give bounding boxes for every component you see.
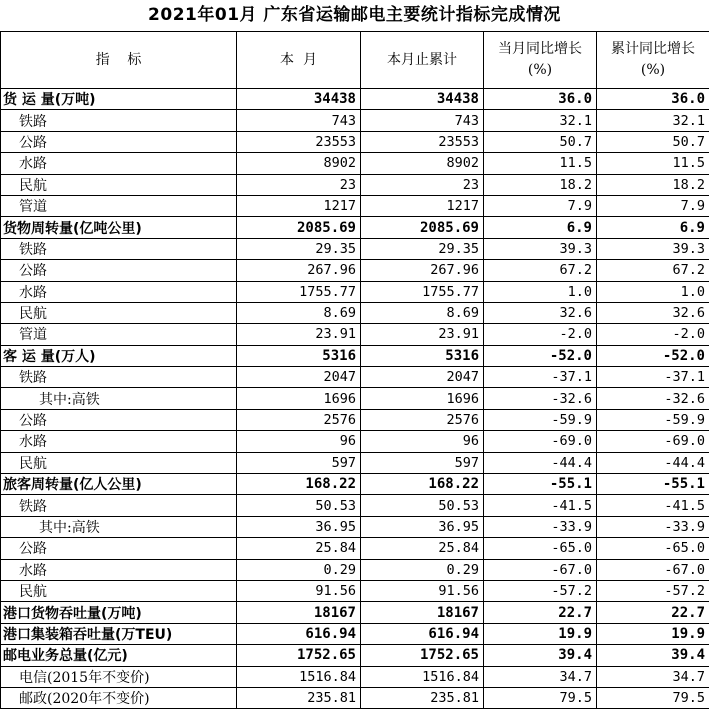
table-row (1, 153, 709, 174)
row-month-yoy: -67.0 (484, 559, 597, 580)
row-cumulative: 2576 (361, 409, 484, 430)
table-row (1, 538, 709, 559)
header-cumulative: 本月止累计 (361, 32, 484, 89)
row-this-month: 5316 (237, 345, 361, 366)
row-month-yoy: -33.9 (484, 516, 597, 537)
row-cumulative: 1752.65 (361, 645, 484, 666)
row-label: 管道 (1, 324, 237, 345)
row-cumulative: 5316 (361, 345, 484, 366)
table-row (1, 623, 709, 644)
row-month-yoy: 32.6 (484, 302, 597, 323)
header-month-yoy-label: 当月同比增长 (486, 39, 594, 60)
row-cum-yoy: -67.0 (597, 559, 709, 580)
table-row (1, 217, 709, 238)
row-label: 港口货物吞吐量(万吨) (1, 602, 237, 623)
row-this-month: 50.53 (237, 495, 361, 516)
row-month-yoy: 34.7 (484, 666, 597, 687)
header-cum-yoy-unit: (%) (599, 60, 707, 81)
page-title: 2021年01月 广东省运输邮电主要统计指标完成情况 (0, 0, 709, 31)
row-this-month: 168.22 (237, 474, 361, 495)
row-this-month: 25.84 (237, 538, 361, 559)
table-row (1, 559, 709, 580)
row-month-yoy: -32.6 (484, 388, 597, 409)
row-label: 货物周转量(亿吨公里) (1, 217, 237, 238)
table-row (1, 602, 709, 623)
row-cumulative: 8902 (361, 153, 484, 174)
row-this-month: 616.94 (237, 623, 361, 644)
row-month-yoy: 6.9 (484, 217, 597, 238)
row-this-month: 1755.77 (237, 281, 361, 302)
row-cum-yoy: -65.0 (597, 538, 709, 559)
row-cumulative: 36.95 (361, 516, 484, 537)
table-row (1, 666, 709, 687)
row-label: 水路 (1, 153, 237, 174)
row-cum-yoy: 50.7 (597, 131, 709, 152)
row-this-month: 1752.65 (237, 645, 361, 666)
row-cum-yoy: 39.4 (597, 645, 709, 666)
table-row (1, 687, 709, 708)
table-row (1, 409, 709, 430)
row-cumulative: 34438 (361, 89, 484, 110)
row-label: 电信(2015年不变价) (1, 666, 237, 687)
row-label: 港口集装箱吞吐量(万TEU) (1, 623, 237, 644)
row-month-yoy: 50.7 (484, 131, 597, 152)
row-cumulative: 18167 (361, 602, 484, 623)
row-month-yoy: 1.0 (484, 281, 597, 302)
row-cum-yoy: -41.5 (597, 495, 709, 516)
row-label: 水路 (1, 281, 237, 302)
row-cum-yoy: -2.0 (597, 324, 709, 345)
row-label: 民航 (1, 302, 237, 323)
statistics-table (0, 31, 709, 709)
row-this-month: 91.56 (237, 580, 361, 601)
row-month-yoy: -65.0 (484, 538, 597, 559)
row-month-yoy: -69.0 (484, 431, 597, 452)
row-cum-yoy: 6.9 (597, 217, 709, 238)
row-label: 水路 (1, 559, 237, 580)
row-label: 货 运 量(万吨) (1, 89, 237, 110)
row-cum-yoy: -37.1 (597, 367, 709, 388)
header-cum-yoy-label: 累计同比增长 (599, 39, 707, 60)
row-cum-yoy: -44.4 (597, 452, 709, 473)
table-row (1, 474, 709, 495)
row-cum-yoy: 1.0 (597, 281, 709, 302)
header-indicator: 指 标 (1, 32, 237, 89)
row-label: 水路 (1, 431, 237, 452)
row-cum-yoy: 18.2 (597, 174, 709, 195)
row-this-month: 2047 (237, 367, 361, 388)
row-this-month: 96 (237, 431, 361, 452)
table-row (1, 110, 709, 131)
table-row (1, 580, 709, 601)
row-cum-yoy: -33.9 (597, 516, 709, 537)
table-row (1, 431, 709, 452)
table-row (1, 388, 709, 409)
row-this-month: 0.29 (237, 559, 361, 580)
table-header-row (1, 32, 709, 89)
row-cumulative: 2047 (361, 367, 484, 388)
row-this-month: 1696 (237, 388, 361, 409)
row-this-month: 2085.69 (237, 217, 361, 238)
row-label: 民航 (1, 174, 237, 195)
table-row (1, 131, 709, 152)
row-cum-yoy: 34.7 (597, 666, 709, 687)
row-cum-yoy: 67.2 (597, 260, 709, 281)
row-cum-yoy: -57.2 (597, 580, 709, 601)
row-label: 邮电业务总量(亿元) (1, 645, 237, 666)
row-label: 民航 (1, 580, 237, 601)
header-cum-yoy (597, 32, 709, 89)
table-row (1, 89, 709, 110)
row-cum-yoy: 32.1 (597, 110, 709, 131)
row-cum-yoy: -69.0 (597, 431, 709, 452)
row-month-yoy: 32.1 (484, 110, 597, 131)
row-cumulative: 743 (361, 110, 484, 131)
row-month-yoy: 67.2 (484, 260, 597, 281)
table-row (1, 302, 709, 323)
row-cum-yoy: 7.9 (597, 195, 709, 216)
table-row (1, 238, 709, 259)
row-label: 其中:高铁 (1, 388, 237, 409)
row-cumulative: 616.94 (361, 623, 484, 644)
row-this-month: 36.95 (237, 516, 361, 537)
table-row (1, 367, 709, 388)
row-label: 旅客周转量(亿人公里) (1, 474, 237, 495)
row-month-yoy: -37.1 (484, 367, 597, 388)
row-this-month: 34438 (237, 89, 361, 110)
row-month-yoy: 22.7 (484, 602, 597, 623)
row-cum-yoy: 79.5 (597, 687, 709, 708)
row-cumulative: 91.56 (361, 580, 484, 601)
row-month-yoy: -59.9 (484, 409, 597, 430)
row-label: 铁路 (1, 367, 237, 388)
row-month-yoy: 39.3 (484, 238, 597, 259)
row-label: 民航 (1, 452, 237, 473)
row-this-month: 23553 (237, 131, 361, 152)
row-label: 公路 (1, 409, 237, 430)
row-month-yoy: 19.9 (484, 623, 597, 644)
header-month-yoy-unit: (%) (486, 60, 594, 81)
row-cumulative: 23 (361, 174, 484, 195)
row-cum-yoy: 19.9 (597, 623, 709, 644)
row-this-month: 267.96 (237, 260, 361, 281)
row-month-yoy: -44.4 (484, 452, 597, 473)
row-label: 管道 (1, 195, 237, 216)
table-row (1, 645, 709, 666)
row-cumulative: 168.22 (361, 474, 484, 495)
row-cum-yoy: 11.5 (597, 153, 709, 174)
row-cum-yoy: 36.0 (597, 89, 709, 110)
row-cum-yoy: 39.3 (597, 238, 709, 259)
row-label: 铁路 (1, 110, 237, 131)
row-cumulative: 25.84 (361, 538, 484, 559)
table-row (1, 195, 709, 216)
row-cumulative: 1217 (361, 195, 484, 216)
row-cum-yoy: -32.6 (597, 388, 709, 409)
row-month-yoy: 18.2 (484, 174, 597, 195)
row-label: 公路 (1, 260, 237, 281)
row-cum-yoy: -55.1 (597, 474, 709, 495)
row-cumulative: 1516.84 (361, 666, 484, 687)
table-row (1, 324, 709, 345)
row-cumulative: 2085.69 (361, 217, 484, 238)
row-month-yoy: 36.0 (484, 89, 597, 110)
row-this-month: 18167 (237, 602, 361, 623)
row-month-yoy: 11.5 (484, 153, 597, 174)
row-this-month: 2576 (237, 409, 361, 430)
row-cum-yoy: 22.7 (597, 602, 709, 623)
row-cumulative: 1755.77 (361, 281, 484, 302)
row-month-yoy: 79.5 (484, 687, 597, 708)
row-cumulative: 96 (361, 431, 484, 452)
row-cumulative: 23.91 (361, 324, 484, 345)
table-row (1, 516, 709, 537)
row-label: 客 运 量(万人) (1, 345, 237, 366)
row-label: 铁路 (1, 238, 237, 259)
row-cumulative: 23553 (361, 131, 484, 152)
row-cumulative: 267.96 (361, 260, 484, 281)
row-month-yoy: 39.4 (484, 645, 597, 666)
row-this-month: 8.69 (237, 302, 361, 323)
row-month-yoy: 7.9 (484, 195, 597, 216)
row-cumulative: 29.35 (361, 238, 484, 259)
row-cumulative: 235.81 (361, 687, 484, 708)
table-row (1, 345, 709, 366)
row-cum-yoy: -59.9 (597, 409, 709, 430)
row-month-yoy: -41.5 (484, 495, 597, 516)
row-this-month: 235.81 (237, 687, 361, 708)
row-label: 邮政(2020年不变价) (1, 687, 237, 708)
row-month-yoy: -57.2 (484, 580, 597, 601)
row-month-yoy: -55.1 (484, 474, 597, 495)
row-label: 其中:高铁 (1, 516, 237, 537)
row-this-month: 29.35 (237, 238, 361, 259)
row-this-month: 23 (237, 174, 361, 195)
row-label: 公路 (1, 131, 237, 152)
row-this-month: 8902 (237, 153, 361, 174)
row-cumulative: 50.53 (361, 495, 484, 516)
row-cumulative: 1696 (361, 388, 484, 409)
row-this-month: 1217 (237, 195, 361, 216)
row-label: 公路 (1, 538, 237, 559)
row-cum-yoy: 32.6 (597, 302, 709, 323)
table-row (1, 495, 709, 516)
table-row (1, 281, 709, 302)
row-this-month: 1516.84 (237, 666, 361, 687)
row-cumulative: 0.29 (361, 559, 484, 580)
row-label: 铁路 (1, 495, 237, 516)
row-this-month: 23.91 (237, 324, 361, 345)
row-cum-yoy: -52.0 (597, 345, 709, 366)
table-row (1, 174, 709, 195)
row-this-month: 597 (237, 452, 361, 473)
table-row (1, 260, 709, 281)
table-row (1, 452, 709, 473)
row-cumulative: 8.69 (361, 302, 484, 323)
row-month-yoy: -52.0 (484, 345, 597, 366)
row-this-month: 743 (237, 110, 361, 131)
row-month-yoy: -2.0 (484, 324, 597, 345)
header-month-yoy (484, 32, 597, 89)
header-this-month: 本 月 (237, 32, 361, 89)
row-cumulative: 597 (361, 452, 484, 473)
